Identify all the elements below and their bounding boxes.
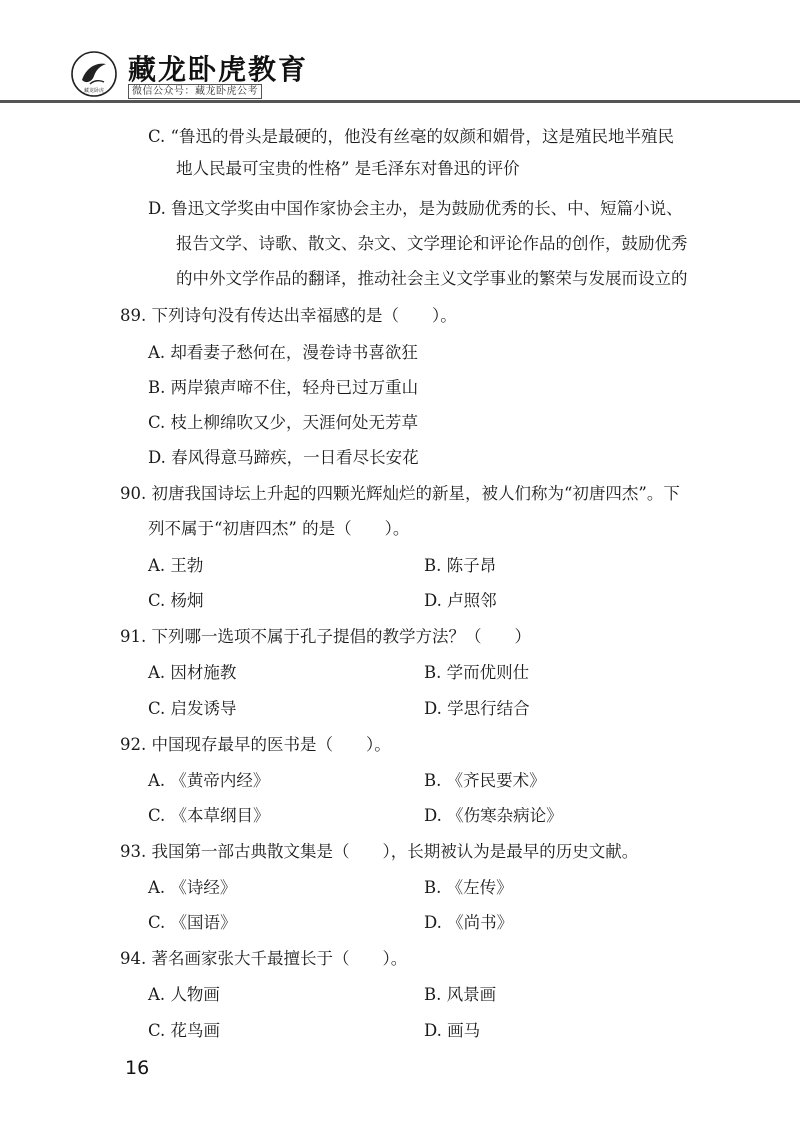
option-line: C. 杨炯: [148, 591, 204, 610]
brand-name: 藏龙卧虎教育: [128, 53, 309, 86]
option-line: C. 花鸟画: [148, 1021, 221, 1040]
option-line: C. 《国语》: [148, 913, 237, 932]
option-line: C. “鲁迅的骨头是最硬的，他没有丝毫的奴颜和媚骨，这是殖民地半殖民: [148, 127, 674, 146]
question-90: 90. 初唐我国诗坛上升起的四颗光辉灿烂的新星，被人们称为“初唐四杰”。下: [120, 484, 680, 503]
option-line: D. 卢照邻: [424, 591, 497, 610]
option-line: B. 《齐民要术》: [424, 771, 546, 790]
question-94: 94. 著名画家张大千最擅长于（ ）。: [120, 949, 408, 968]
option-line: C. 启发诱导: [148, 699, 237, 718]
option-line: A. 却看妻子愁何在，漫卷诗书喜欲狂: [148, 343, 418, 362]
option-line: B. 两岸猿声啼不住，轻舟已过万重山: [148, 378, 419, 397]
option-line: B. 风景画: [424, 985, 497, 1004]
option-line: D. 画马: [424, 1021, 481, 1040]
option-line: 报告文学、诗歌、散文、杂文、文学理论和评论作品的创作，鼓励优秀: [176, 234, 688, 253]
question-91: 91. 下列哪一选项不属于孔子提倡的教学方法？（ ）: [120, 627, 531, 646]
option-line: A. 因材施教: [148, 663, 237, 682]
option-line: D. 学思行结合: [424, 699, 530, 718]
option-line: D. 《伤寒杂病论》: [424, 806, 563, 825]
option-line: D. 春风得意马蹄疾，一日看尽长安花: [148, 448, 419, 467]
page-header: [0, 0, 800, 110]
question-92: 92. 中国现存最早的医书是（ ）。: [120, 735, 391, 754]
header-divider: [0, 100, 800, 103]
option-line: 地人民最可宝贵的性格” 是毛泽东对鲁迅的评价: [176, 159, 520, 178]
option-line: B. 学而优则仕: [424, 663, 530, 682]
option-line: A. 王勃: [148, 556, 204, 575]
option-line: C. 《本草纲目》: [148, 806, 270, 825]
brand-emblem-icon: [70, 50, 118, 98]
option-line: D. 鲁迅文学奖由中国作家协会主办，是为鼓励优秀的长、中、短篇小说、: [148, 199, 683, 218]
option-line: A. 《诗经》: [148, 878, 237, 897]
brand-subtitle: 微信公众号：藏龙卧虎公考: [128, 84, 262, 99]
option-line: B. 《左传》: [424, 878, 513, 897]
option-line: 的中外文学作品的翻译，推动社会主义文学事业的繁荣与发展而设立的: [176, 269, 688, 288]
option-line: B. 陈子昂: [424, 556, 497, 575]
option-line: A. 《黄帝内经》: [148, 771, 270, 790]
question-90-cont: 列不属于“初唐四杰” 的是（ ）。: [148, 519, 410, 538]
option-line: D. 《尚书》: [424, 913, 514, 932]
page-number: 16: [125, 1057, 150, 1079]
option-line: C. 枝上柳绵吹又少，天涯何处无芳草: [148, 413, 419, 432]
option-line: A. 人物画: [148, 985, 220, 1004]
question-89: 89. 下列诗句没有传达出幸福感的是（ ）。: [120, 306, 457, 325]
svg-text:藏龙卧虎: 藏龙卧虎: [83, 88, 105, 94]
question-93: 93. 我国第一部古典散文集是（ ），长期被认为是最早的历史文献。: [120, 842, 639, 861]
